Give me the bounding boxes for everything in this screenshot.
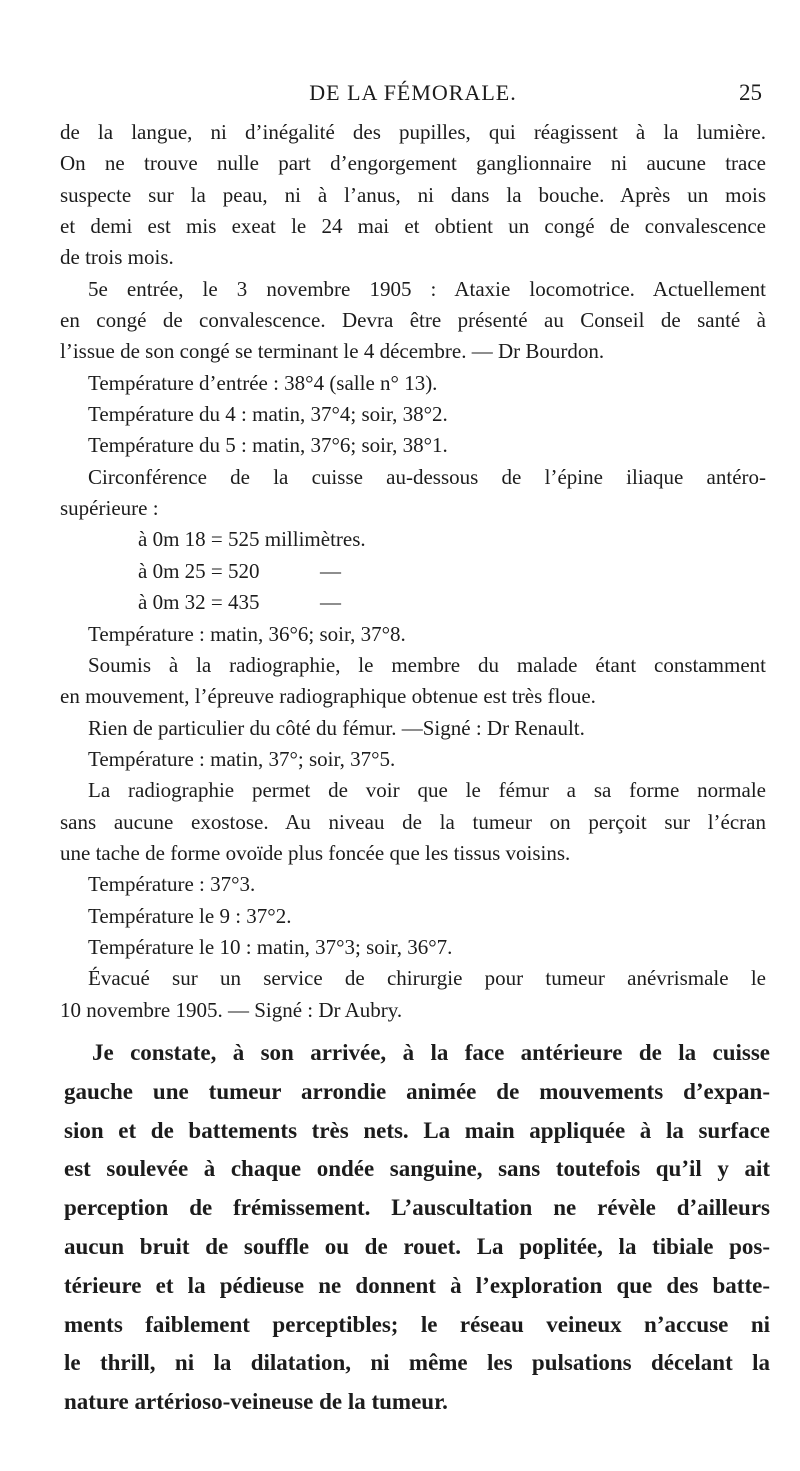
text-line: aucun bruit de souffle ou de rouet. La poplitée, la tibiale pos-	[64, 1233, 770, 1259]
text-line: gauche une tumeur arrondie animée de mouvements d’expan-	[64, 1078, 770, 1104]
text-line: et demi est mis exeat le 24 mai et obtient un congé de convalescence	[60, 214, 766, 239]
text-line: Température : matin, 36°6; soir, 37°8.	[88, 621, 406, 646]
text-line: 10 novembre 1905. — Signé : Dr Aubry.	[60, 997, 403, 1022]
text-line: supérieure :	[60, 496, 159, 521]
text-line: en mouvement, l’épreuve radiographique obtenue est très floue.	[60, 684, 596, 709]
ditto-dash: —	[320, 590, 341, 615]
measurement-label: à 0m 25 = 520	[138, 558, 260, 583]
text-line: Température le 9 : 37°2.	[88, 903, 292, 928]
text-line: Température : 37°3.	[88, 872, 256, 897]
text-line: Soumis à la radiographie, le membre du malade étant constamment	[88, 652, 766, 677]
measurement-line	[60, 556, 766, 587]
page-number: 25	[739, 80, 762, 105]
text-line: ments faiblement perceptibles; le réseau veineux n’accuse ni	[64, 1311, 770, 1337]
text-line: est soulevée à chaque ondée sanguine, sans toutefois qu’il y ait	[64, 1156, 770, 1182]
ditto-dash: —	[320, 558, 341, 583]
measurement-label: à 0m 32 = 435	[138, 590, 260, 615]
text-line: On ne trouve nulle part d’engorgement ganglionnaire ni aucune trace	[60, 151, 766, 176]
text-line: Je constate, à son arrivée, à la face antérieure de la cuisse	[92, 1040, 770, 1065]
text-line: sans aucune exostose. Au niveau de la tumeur on perçoit sur l’écran	[60, 809, 766, 834]
text-line: Rien de particulier du côté du fémur. —Signé : Dr Renault.	[88, 715, 585, 740]
text-line: perception de frémissement. L’auscultation ne révèle d’ailleurs	[64, 1195, 770, 1221]
text-line: en congé de convalescence. Devra être présenté au Conseil de santé à	[60, 308, 766, 333]
measurement-line	[60, 524, 766, 555]
text-line: Circonférence de la cuisse au-dessous de l’épine iliaque antéro-	[88, 464, 766, 489]
text-line: Température du 4 : matin, 37°4; soir, 38°2.	[88, 402, 448, 427]
text-line: Température d’entrée : 38°4 (salle n° 13).	[88, 370, 438, 395]
case-observation	[60, 117, 766, 1026]
text-line: Température : matin, 37°; soir, 37°5.	[88, 746, 396, 771]
text-line: sion et de battements très nets. La main appliquée à la surface	[64, 1117, 770, 1143]
text-line: de la langue, ni d’inégalité des pupilles, qui réagissent à la lumière.	[60, 120, 766, 144]
text-line: térieure et la pédieuse ne donnent à l’exploration que des batte-	[64, 1272, 770, 1298]
text-line: nature artérioso-veineuse de la tumeur.	[64, 1389, 448, 1415]
text-line: une tache de forme ovoïde plus foncée que les tissus voisins.	[60, 840, 571, 865]
text-line: Température le 10 : matin, 37°3; soir, 36°7.	[88, 934, 453, 959]
measurement-line	[60, 587, 766, 618]
text-line: La radiographie permet de voir que le fémur a sa forme normale	[88, 778, 766, 803]
text-line: 5e entrée, le 3 novembre 1905 : Ataxie locomotrice. Actuellement	[88, 276, 766, 301]
text-line: Température du 5 : matin, 37°6; soir, 38°1.	[88, 433, 448, 458]
text-line: de trois mois.	[60, 245, 174, 270]
text-line: suspecte sur la peau, ni à l’anus, ni dans la bouche. Après un mois	[60, 182, 766, 207]
text-line: Évacué sur un service de chirurgie pour tumeur anévrismale le	[88, 966, 766, 991]
text-line: l’issue de son congé se terminant le 4 décembre. — Dr Bourdon.	[60, 339, 605, 364]
running-title: DE LA FÉMORALE.	[309, 80, 517, 105]
main-paragraph	[64, 1034, 770, 1422]
page-header	[60, 80, 766, 110]
text-line: le thrill, ni la dilatation, ni même les pulsations décelant la	[64, 1350, 770, 1376]
measurement-label: à 0m 18 = 525 millimètres.	[138, 527, 366, 552]
